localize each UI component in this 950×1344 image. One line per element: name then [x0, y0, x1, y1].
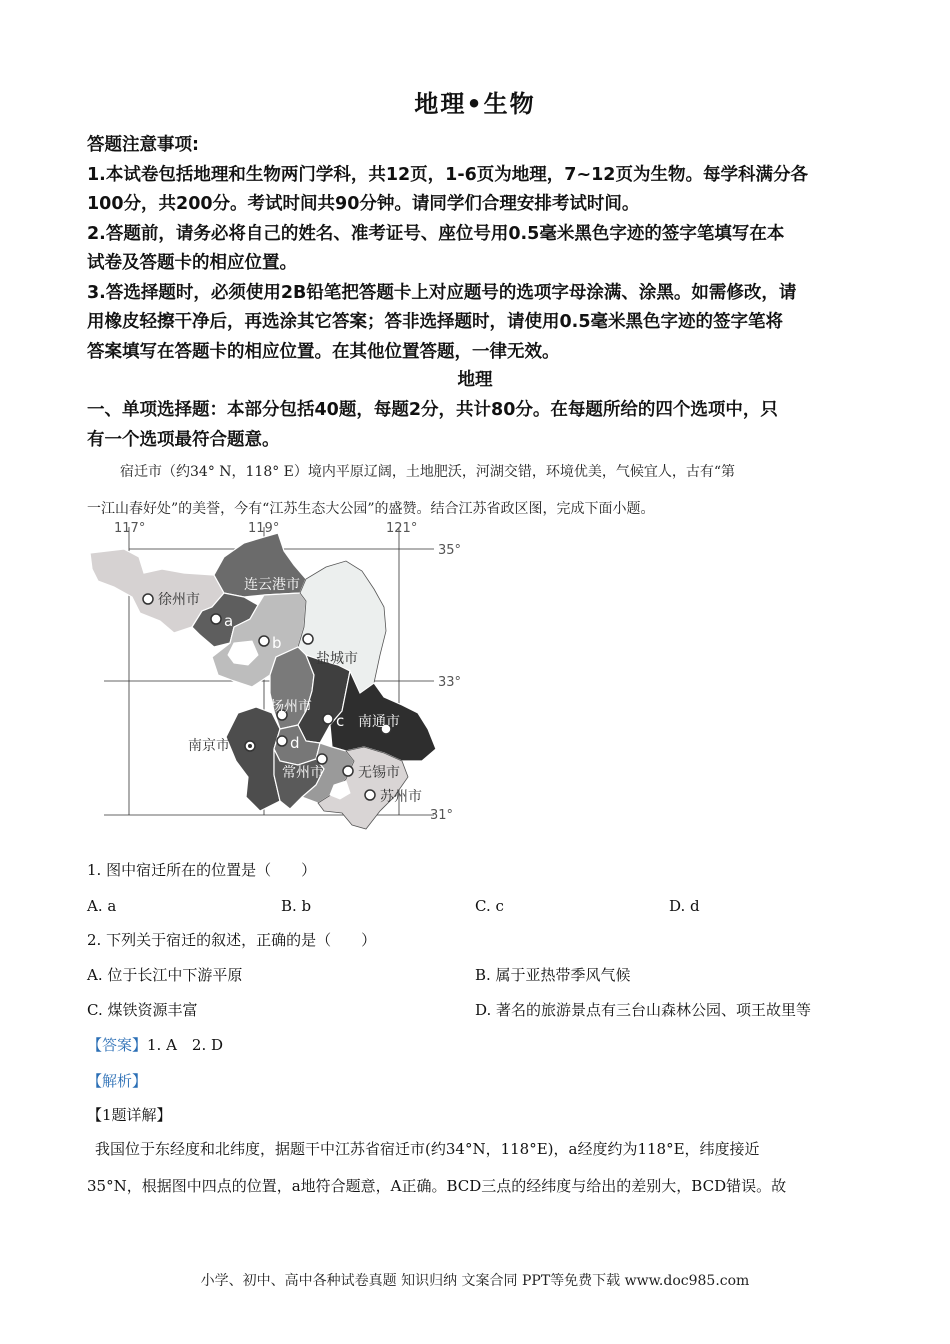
notes-line: 100分，共200分。考试时间共90分钟。请同学们合理安排考试时间。 — [87, 194, 640, 214]
point-label-d: d — [290, 734, 300, 752]
question-2-option-a: A. 位于长江中下游平原 — [87, 966, 243, 984]
question-2-stem: 2. 下列关于宿迁的叙述，正确的是（ ） — [87, 931, 377, 949]
point-label-a: a — [224, 612, 234, 630]
lon-label: 121° — [386, 521, 418, 536]
part-one-line: 有一个选项最符合题意。 — [87, 429, 280, 450]
notes-line: 1.本试卷包括地理和生物两门学科，共12页，1-6页为地理，7~12页为生物。每学科满分各 — [87, 164, 808, 185]
city-label-nanjing: 南京市 — [188, 738, 230, 754]
answer-line — [87, 1035, 223, 1055]
notes-heading: 答题注意事项: — [87, 135, 199, 155]
question-1-option-c: C. c — [475, 897, 504, 915]
exam-notes — [87, 131, 867, 367]
question-1-stem: 1. 图中宿迁所在的位置是（ ） — [87, 861, 317, 879]
question-2-option-c: C. 煤铁资源丰富 — [87, 1001, 198, 1019]
city-label-lianyungang: 连云港市 — [244, 577, 300, 593]
city-label-yangzhou: 扬州市 — [270, 699, 312, 715]
detail-paragraph — [87, 1131, 877, 1205]
notes-line: 答案填写在答题卡的相应位置。在其他位置答题，一律无效。 — [87, 341, 560, 362]
city-label-yancheng: 盐城市 — [316, 651, 358, 667]
lat-label: 33° — [438, 675, 462, 690]
notes-line: 3.答选择题时，必须使用2B铅笔把答题卡上对应题号的选项字母涂满、涂黑。如需修改，请 — [87, 282, 797, 303]
answer-text: 1. A 2. D — [147, 1036, 224, 1054]
analysis-label: 【解析】 — [87, 1072, 148, 1090]
page-title: 地理•生物 — [414, 90, 536, 118]
part-one-line: 一、单项选择题：本部分包括40题，每题2分，共计80分。在每题所给的四个选项中，只 — [87, 400, 778, 420]
page-footer: 小学、初中、高中各种试卷真题 知识归纳 文案合同 PPT等免费下载 www.doc985.com — [200, 1273, 750, 1289]
question-1-option-d: D. d — [669, 897, 700, 915]
lon-label: 119° — [248, 521, 280, 536]
city-label-nantong: 南通市 — [358, 714, 400, 730]
answer-label: 【答案】 — [87, 1036, 148, 1054]
detail-line: 35°N，根据图中四点的位置，a地符合题意，A正确。BCD三点的经纬度与给出的差别大，BCD错误。故 — [87, 1177, 787, 1195]
point-label-b: b — [272, 634, 282, 652]
city-label-xuzhou: 徐州市 — [158, 592, 200, 608]
city-label-suzhou: 苏州市 — [380, 789, 422, 805]
question-1-option-b: B. b — [281, 897, 312, 915]
section-title: 地理 — [457, 370, 493, 390]
detail-line: 我国位于东经度和北纬度，据题干中江苏省宿迁市(约34°N，118°E)，a经度约为118°E，纬度接近 — [95, 1140, 760, 1158]
notes-line: 2.答题前，请务必将自己的姓名、准考证号、座位号用0.5毫米黑色字迹的签字笔填写在本 — [87, 223, 785, 244]
lat-label: 31° — [430, 808, 454, 823]
city-label-wuxi: 无锡市 — [358, 765, 400, 781]
lat-label: 35° — [438, 543, 462, 558]
notes-line: 用橡皮轻擦干净后，再选涂其它答案；答非选择题时，请使用0.5毫米黑色字迹的签字笔将 — [87, 312, 783, 332]
question-1-option-a: A. a — [87, 897, 117, 915]
jiangsu-map — [84, 515, 474, 835]
city-label-changzhou: 常州市 — [282, 765, 324, 781]
lon-label: 117° — [114, 521, 146, 536]
detail-label: 【1题详解】 — [87, 1106, 172, 1124]
question-2-option-d: D. 著名的旅游景点有三台山森林公园、项王故里等 — [475, 1001, 812, 1019]
question-2-option-b: B. 属于亚热带季风气候 — [475, 966, 631, 984]
intro-line: 宿迁市（约34° N，118° E）境内平原辽阔，土地肥沃，河湖交错，环境优美，气候宜人，古有“第 — [120, 464, 736, 480]
notes-line: 试卷及答题卡的相应位置。 — [87, 253, 297, 273]
intro-line: 一江山春好处”的美誉，今有“江苏生态大公园”的盛赞。结合江苏省政区图，完成下面小题。 — [87, 501, 655, 517]
part-one-heading — [87, 396, 867, 455]
point-label-c: c — [336, 712, 345, 730]
